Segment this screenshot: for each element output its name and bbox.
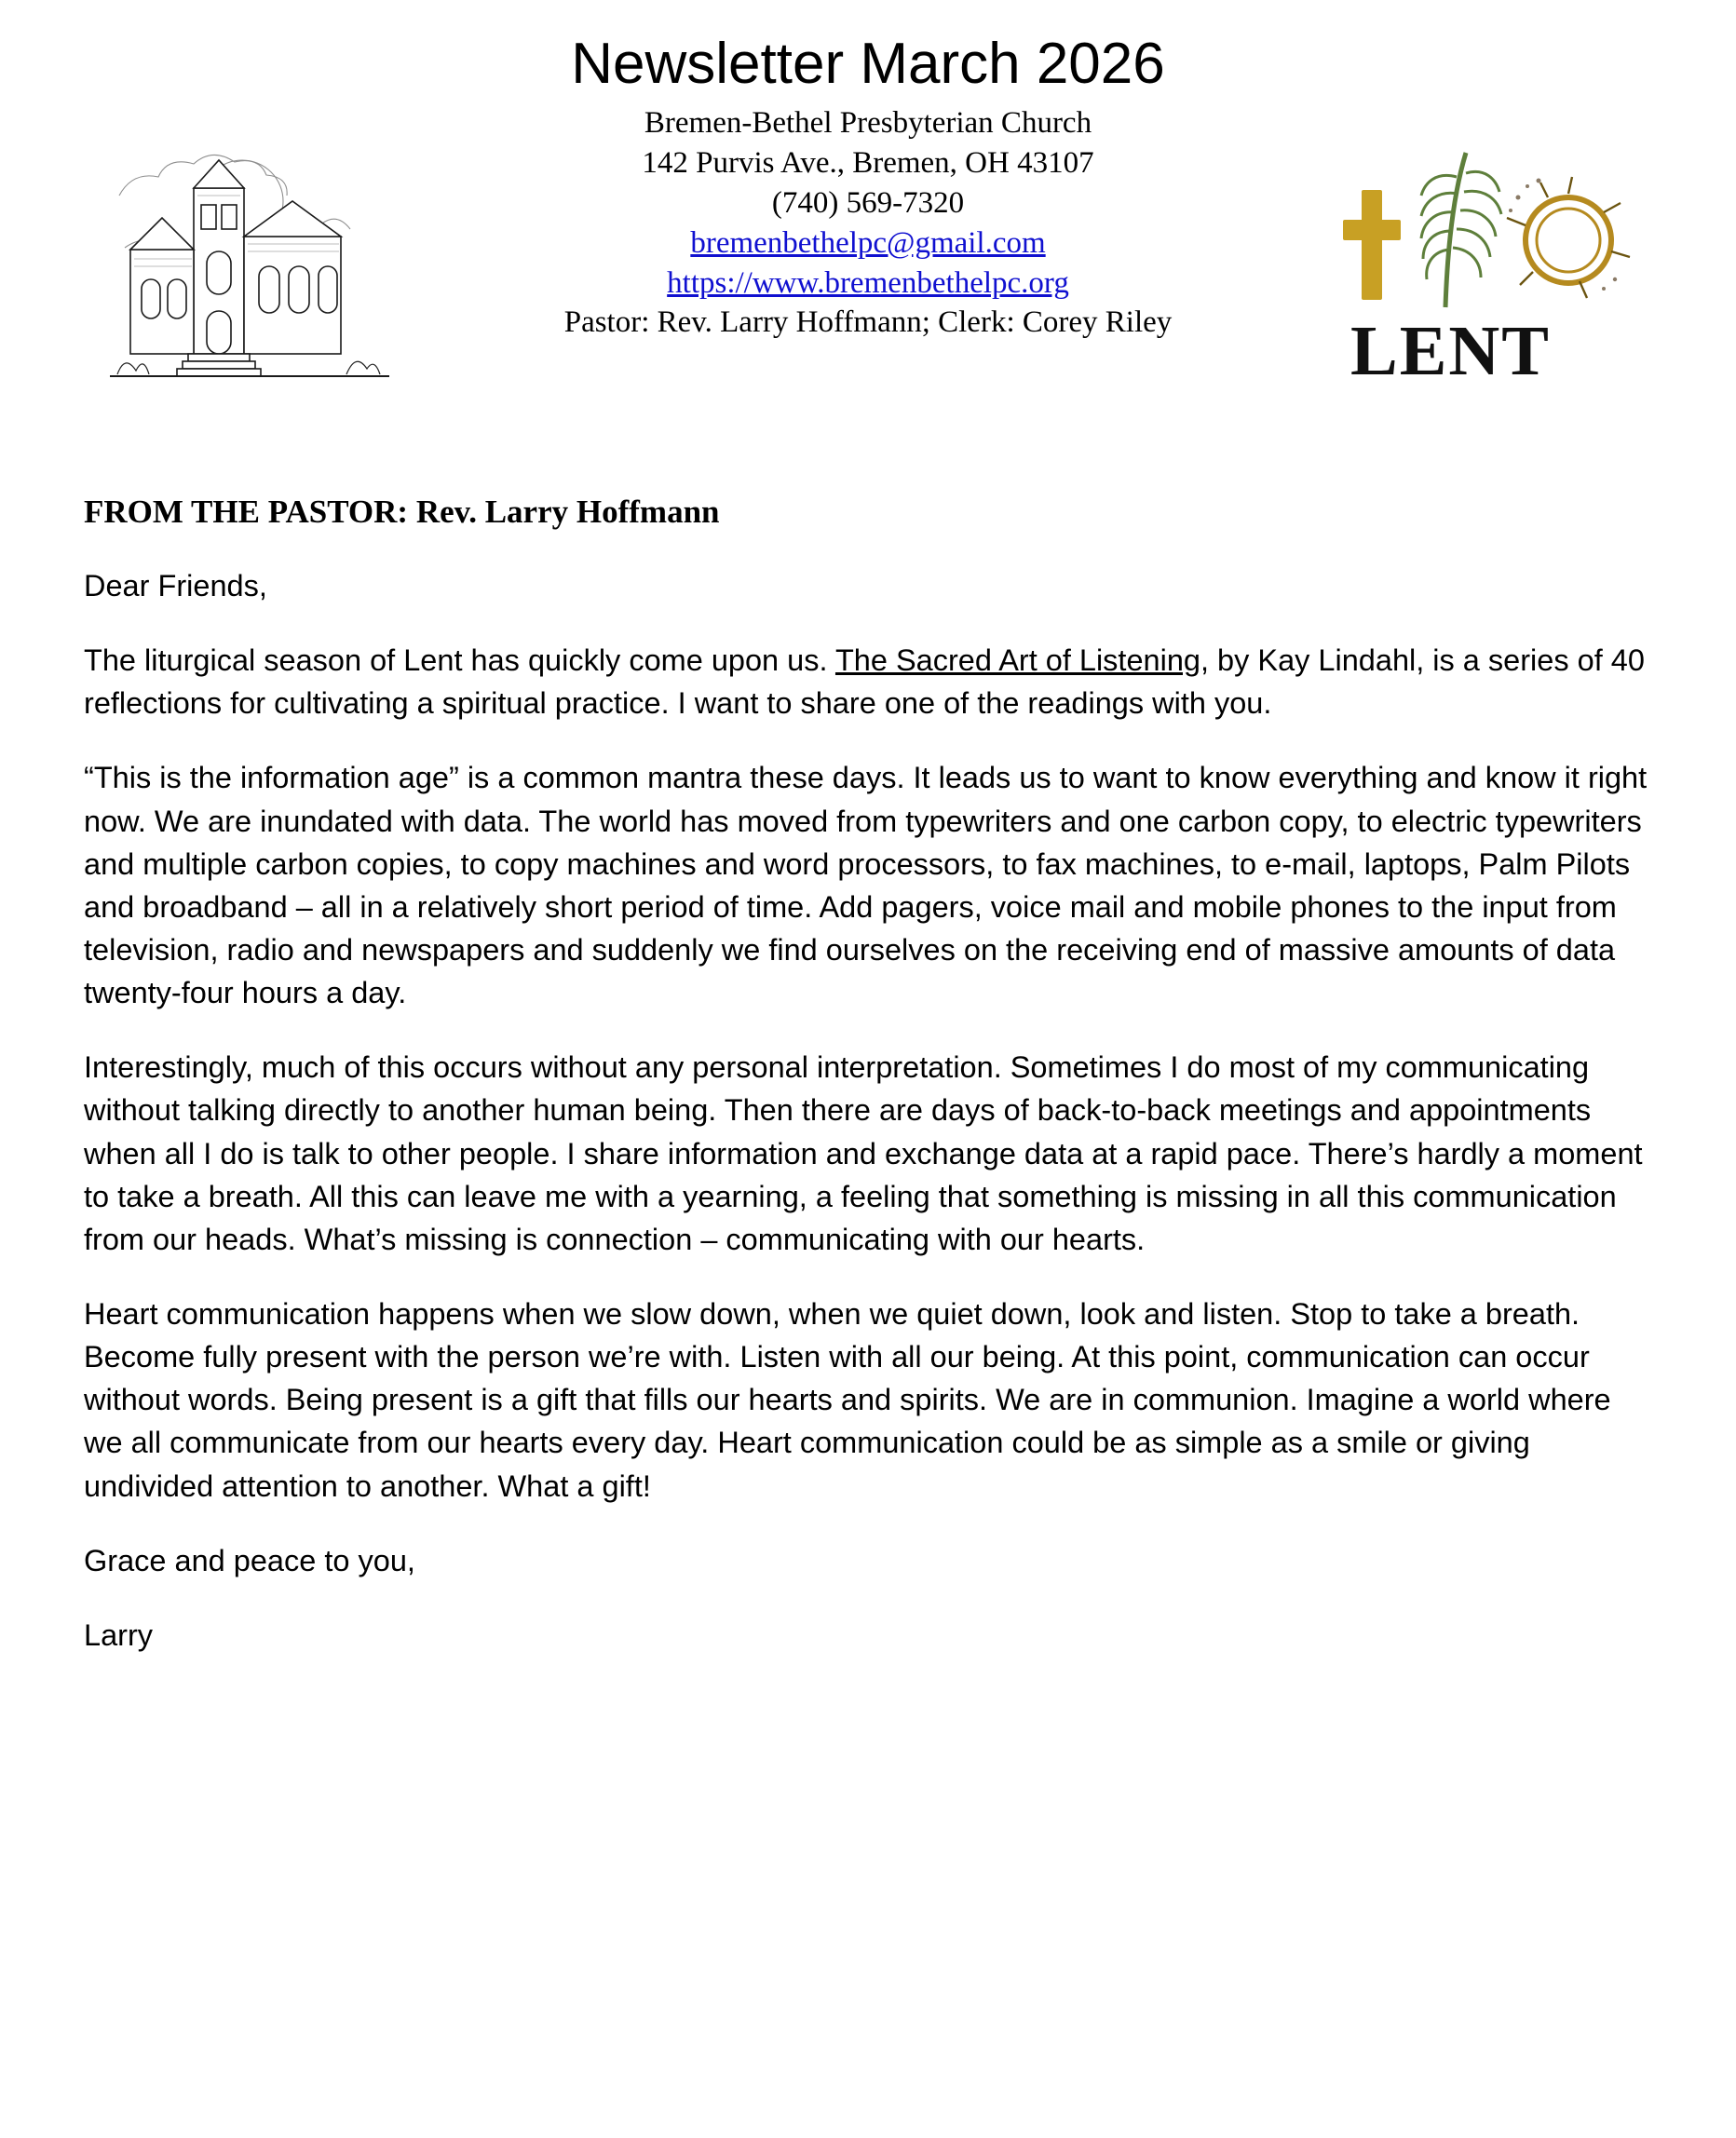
lent-cross-palm-crown-logo — [1336, 140, 1643, 391]
lent-wordmark: LENT — [1350, 312, 1551, 390]
church-website-link[interactable]: https://www.bremenbethelpc.org — [667, 265, 1069, 300]
paragraph-heart-communication: Heart communication happens when we slow down, when we quiet down, look and listen. Stop to take a breath. Become fully present with the person we’re with. Listen with all our being. At this point, communication can occur without words. Being present is a gift that fills our hearts and spirits. We are in communion. Imagine a world where we all communicate from our hearts every day. Heart communication could be as simple as a smile or giving undivided attention to another. What a gift! — [84, 1296, 1611, 1503]
paragraph-interpretation: Interestingly, much of this occurs without any personal interpretation. Sometimes I do most of my communicating without talking directly to another human being. Then there are days of back-to-back meetings and appointments when all I do is talk to other people. I share information and exchange data at a rapid pace. There’s hardly a moment to take a breath. All this can leave me with a yearning, a feeling that something is missing in all this communication from our heads. What’s missing is connection – communicating with our hearts. — [84, 1050, 1643, 1256]
newsletter-header — [84, 0, 1652, 438]
signature: Larry — [84, 1617, 154, 1652]
paragraph-intro — [84, 639, 1652, 724]
church-email-link[interactable]: bremenbethelpc@gmail.com — [690, 225, 1046, 260]
paragraph-information-age: “This is the information age” is a common mantra these days. It leads us to want to know everything and know it right now. We are inundated with data. The world has moved from typewriters and one carbon copy, to electric typewriters and multiple carbon copies, to copy machines and word processors, to fax machines, to e-mail, laptops, Palm Pilots and broadband – all in a relatively short period of time. Add pagers, voice mail and mobile phones to the input from television, radio and newspapers and suddenly we find ourselves on the receiving end of massive amounts of data twenty-four hours a day. — [84, 761, 1648, 1010]
staff-line: Pastor: Rev. Larry Hoffmann; Clerk: Corey Riley — [563, 304, 1173, 339]
section-heading-from-the-pastor: FROM THE PASTOR: Rev. Larry Hoffmann — [84, 494, 720, 530]
paragraph-intro-after: , by Kay Lindahl, is a series of 40 reflections for cultivating a spiritual practice. I want to share one of the readings with you. — [84, 643, 1645, 721]
book-title: The Sacred Art of Listening — [834, 643, 1200, 678]
church-name: Bremen-Bethel Presbyterian Church — [644, 106, 1092, 141]
newsletter-body — [84, 438, 1652, 1657]
closing-line: Grace and peace to you, — [84, 1543, 415, 1577]
church-illustration — [102, 140, 400, 391]
paragraph-intro-before: The liturgical season of Lent has quickly come upon us. — [84, 643, 835, 678]
church-address: 142 Purvis Ave., Bremen, OH 43107 — [642, 145, 1094, 180]
church-phone: (740) 569-7320 — [771, 185, 965, 220]
page-title: Newsletter March 2026 — [571, 32, 1165, 96]
salutation: Dear Friends, — [84, 569, 267, 602]
